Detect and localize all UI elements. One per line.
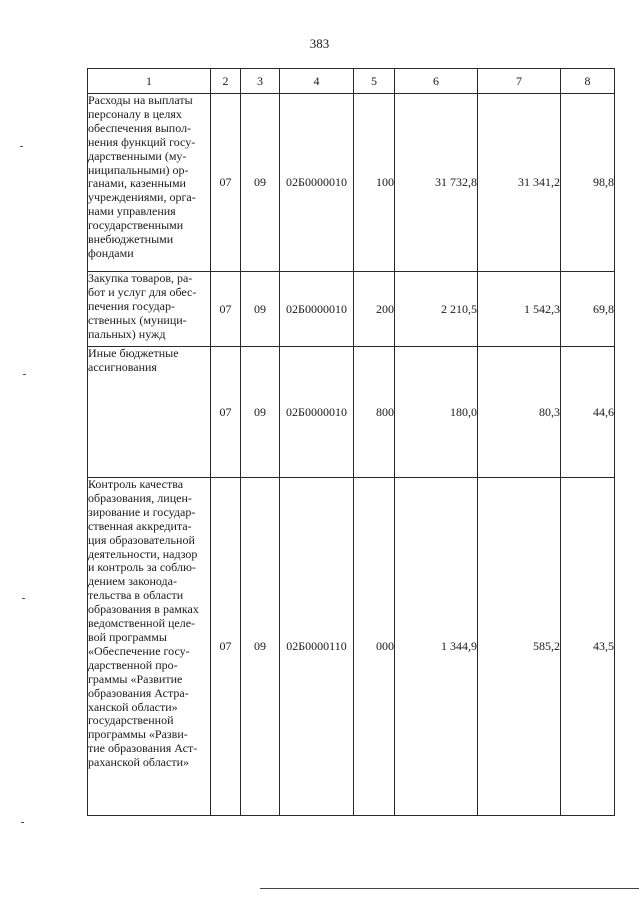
description-line: раханской области» [88, 755, 189, 770]
description-line: пальных) нужд [88, 326, 166, 341]
planned-amount: 2 210,5 [395, 272, 478, 347]
description-line: государственными [88, 218, 184, 233]
description-line: внебюджетными [88, 232, 174, 247]
description-line: ганами, казенными [88, 176, 186, 191]
description-line: программы «Разви- [88, 727, 188, 742]
row-description [88, 478, 211, 816]
description-line: Расходы на выплаты [88, 93, 193, 107]
header-cell: 6 [395, 69, 478, 94]
execution-percent: 98,8 [561, 94, 615, 272]
subsection-code: 09 [241, 94, 280, 272]
scan-speck [23, 374, 26, 375]
budget-table [87, 68, 615, 816]
section-code: 07 [211, 94, 241, 272]
target-article-code: 02Б0000010 [280, 94, 354, 272]
page-number: 383 [309, 36, 330, 51]
expense-type-code: 000 [354, 478, 395, 816]
description-line: образования в рамках [88, 602, 199, 617]
subsection-code: 09 [241, 272, 280, 347]
description-line: Иные бюджетные [88, 346, 179, 360]
executed-amount: 1 542,3 [478, 272, 561, 347]
description-line: печения государ- [88, 298, 175, 313]
planned-amount: 1 344,9 [395, 478, 478, 816]
description-line: деятельности, надзор [88, 546, 198, 561]
scan-edge-line [260, 888, 639, 889]
description-line: Закупка товаров, ра- [88, 271, 193, 285]
description-line: ханской области» [88, 699, 178, 714]
scan-speck [21, 822, 24, 823]
header-cell: 5 [354, 69, 395, 94]
header-cell: 7 [478, 69, 561, 94]
execution-percent: 44,6 [561, 347, 615, 478]
description-line: граммы «Развитие [88, 671, 183, 686]
table-row [88, 272, 615, 347]
expense-type-code: 100 [354, 94, 395, 272]
description-line: обеспечения выпол- [88, 120, 192, 135]
table-row [88, 478, 615, 816]
scan-speck [20, 146, 23, 147]
target-article-code: 02Б0000010 [280, 347, 354, 478]
description-line: и контроль за соблю- [88, 560, 196, 575]
header-cell: 2 [211, 69, 241, 94]
row-description [88, 94, 211, 272]
description-line: образования, лицен- [88, 490, 192, 505]
description-line: ственная аккредита- [88, 518, 192, 533]
execution-percent: 43,5 [561, 478, 615, 816]
subsection-code: 09 [241, 478, 280, 816]
table-row [88, 94, 615, 272]
description-line: тельства в области [88, 588, 184, 603]
description-line: тие образования Аст- [88, 741, 198, 756]
executed-amount: 585,2 [478, 478, 561, 816]
header-cell: 3 [241, 69, 280, 94]
expense-type-code: 800 [354, 347, 395, 478]
row-description [88, 272, 211, 347]
section-code: 07 [211, 272, 241, 347]
scan-speck [22, 598, 25, 599]
section-code: 07 [211, 478, 241, 816]
target-article-code: 02Б0000110 [280, 478, 354, 816]
section-code: 07 [211, 347, 241, 478]
description-line: ведомственной целе- [88, 616, 196, 631]
description-line: дарственными (му- [88, 148, 187, 163]
subsection-code: 09 [241, 347, 280, 478]
description-line: зирование и государ- [88, 504, 196, 519]
executed-amount: 80,3 [478, 347, 561, 478]
description-line: образования Астра- [88, 685, 189, 700]
description-line: бот и услуг для обес- [88, 284, 197, 299]
description-line: Контроль качества [88, 477, 184, 491]
header-cell: 4 [280, 69, 354, 94]
description-line: ниципальными) ор- [88, 162, 189, 177]
target-article-code: 02Б0000010 [280, 272, 354, 347]
description-line: дением законода- [88, 574, 177, 589]
description-line: дарственной про- [88, 657, 178, 672]
description-line: ственных (муници- [88, 312, 187, 327]
description-line: ция образовательной [88, 532, 195, 547]
expense-type-code: 200 [354, 272, 395, 347]
description-line: ассигнования [88, 359, 157, 374]
description-line: «Обеспечение госу- [88, 643, 190, 658]
table-row [88, 347, 615, 478]
description-line: вой программы [88, 629, 167, 644]
header-cell: 8 [561, 69, 615, 94]
description-line: государственной [88, 713, 174, 728]
planned-amount: 31 732,8 [395, 94, 478, 272]
executed-amount: 31 341,2 [478, 94, 561, 272]
description-line: фондами [88, 245, 134, 260]
planned-amount: 180,0 [395, 347, 478, 478]
description-line: учреждениями, орга- [88, 190, 196, 205]
execution-percent: 69,8 [561, 272, 615, 347]
header-cell: 1 [88, 69, 211, 94]
description-line: персоналу в целях [88, 106, 182, 121]
description-line: нения функций госу- [88, 134, 196, 149]
description-line: нами управления [88, 204, 176, 219]
header-row [88, 69, 615, 94]
row-description [88, 347, 211, 478]
